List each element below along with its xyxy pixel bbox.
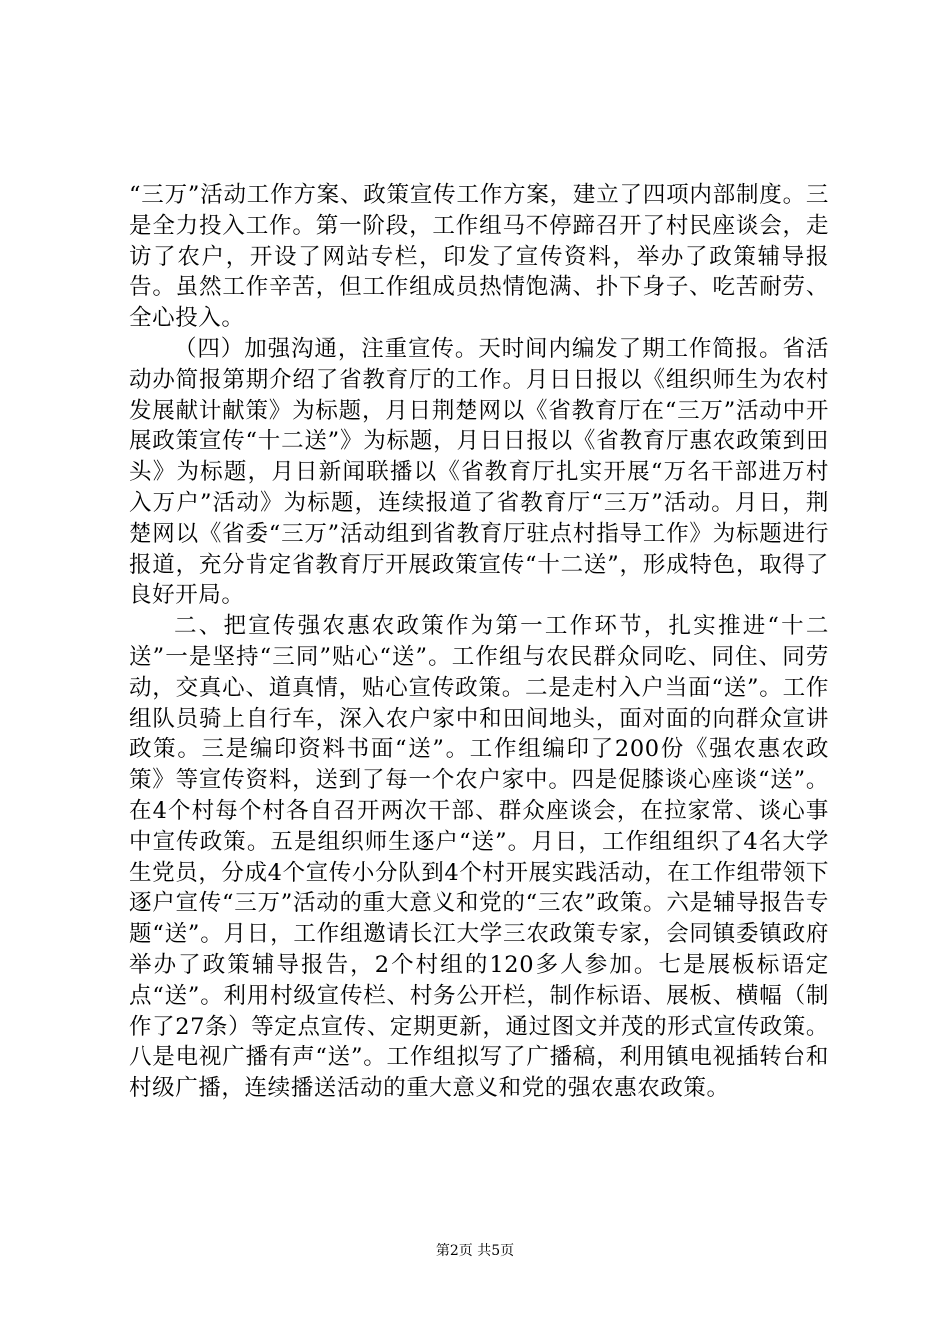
- page-number-footer: 第2页 共5页: [435, 1243, 515, 1259]
- document-body: [129, 180, 829, 1104]
- paragraph-continuation: “三万”活动工作方案、政策宣传工作方案，建立了四项内部制度。三是全力投入工作。第一阶段，工作组马不停蹄召开了村民座谈会，走访了农户，开设了网站专栏，印发了宣传资料，举办了政策辅导报告。虽然工作辛苦，但工作组成员热情饱满、扑下身子、吃苦耐劳、全心投入。: [129, 182, 829, 332]
- paragraph-section-four: （四）加强沟通，注重宣传。天时间内编发了期工作简报。省活动办简报第期介绍了省教育厅的工作。月日日报以《组织师生为农村发展献计献策》为标题，月日荆楚网以《省教育厅在“三万”活动中开展政策宣传“十二送”》为标题，月日日报以《省教育厅惠农政策到田头》为标题，月日新闻联播以《省教育厅扎实开展“万名干部进万村入万户”活动》为标题，连续报道了省教育厅“三万”活动。月日，荆楚网以《省委“三万”活动组到省教育厅驻点村指导工作》为标题进行报道，充分肯定省教育厅开展政策宣传“十二送”，形成特色，取得了良好开局。: [129, 335, 829, 609]
- paragraph-section-two: 二、把宣传强农惠农政策作为第一工作环节，扎实推进“十二送”一是坚持“三同”贴心“送”。工作组与农民群众同吃、同住、同劳动，交真心、道真情，贴心宣传政策。二是走村入户当面“送”。工作组队员骑上自行车，深入农户家中和田间地头，面对面的向群众宣讲政策。三是编印资料书面“送”。工作组编印了200份《强农惠农政策》等宣传资料，送到了每一个农户家中。四是促膝谈心座谈“送”。在4个村每个村各自召开两次干部、群众座谈会，在拉家常、谈心事中宣传政策。五是组织师生逐户“送”。月日，工作组组织了4名大学生党员，分成4个宣传小分队到4个村开展实践活动，在工作组带领下逐户宣传“三万”活动的重大意义和党的“三农”政策。六是辅导报告专题“送”。月日，工作组邀请长江大学三农政策专家，会同镇委镇政府举办了政策辅导报告，2个村组的120多人参加。七是展板标语定点“送”。利用村级宣传栏、村务公开栏，制作标语、展板、横幅（制作了27条）等定点宣传、定期更新，通过图文并茂的形式宣传政策。八是电视广播有声“送”。工作组拟写了广播稿，利用镇电视插转台和村级广播，连续播送活动的重大意义和党的强农惠农政策。: [129, 613, 829, 1102]
